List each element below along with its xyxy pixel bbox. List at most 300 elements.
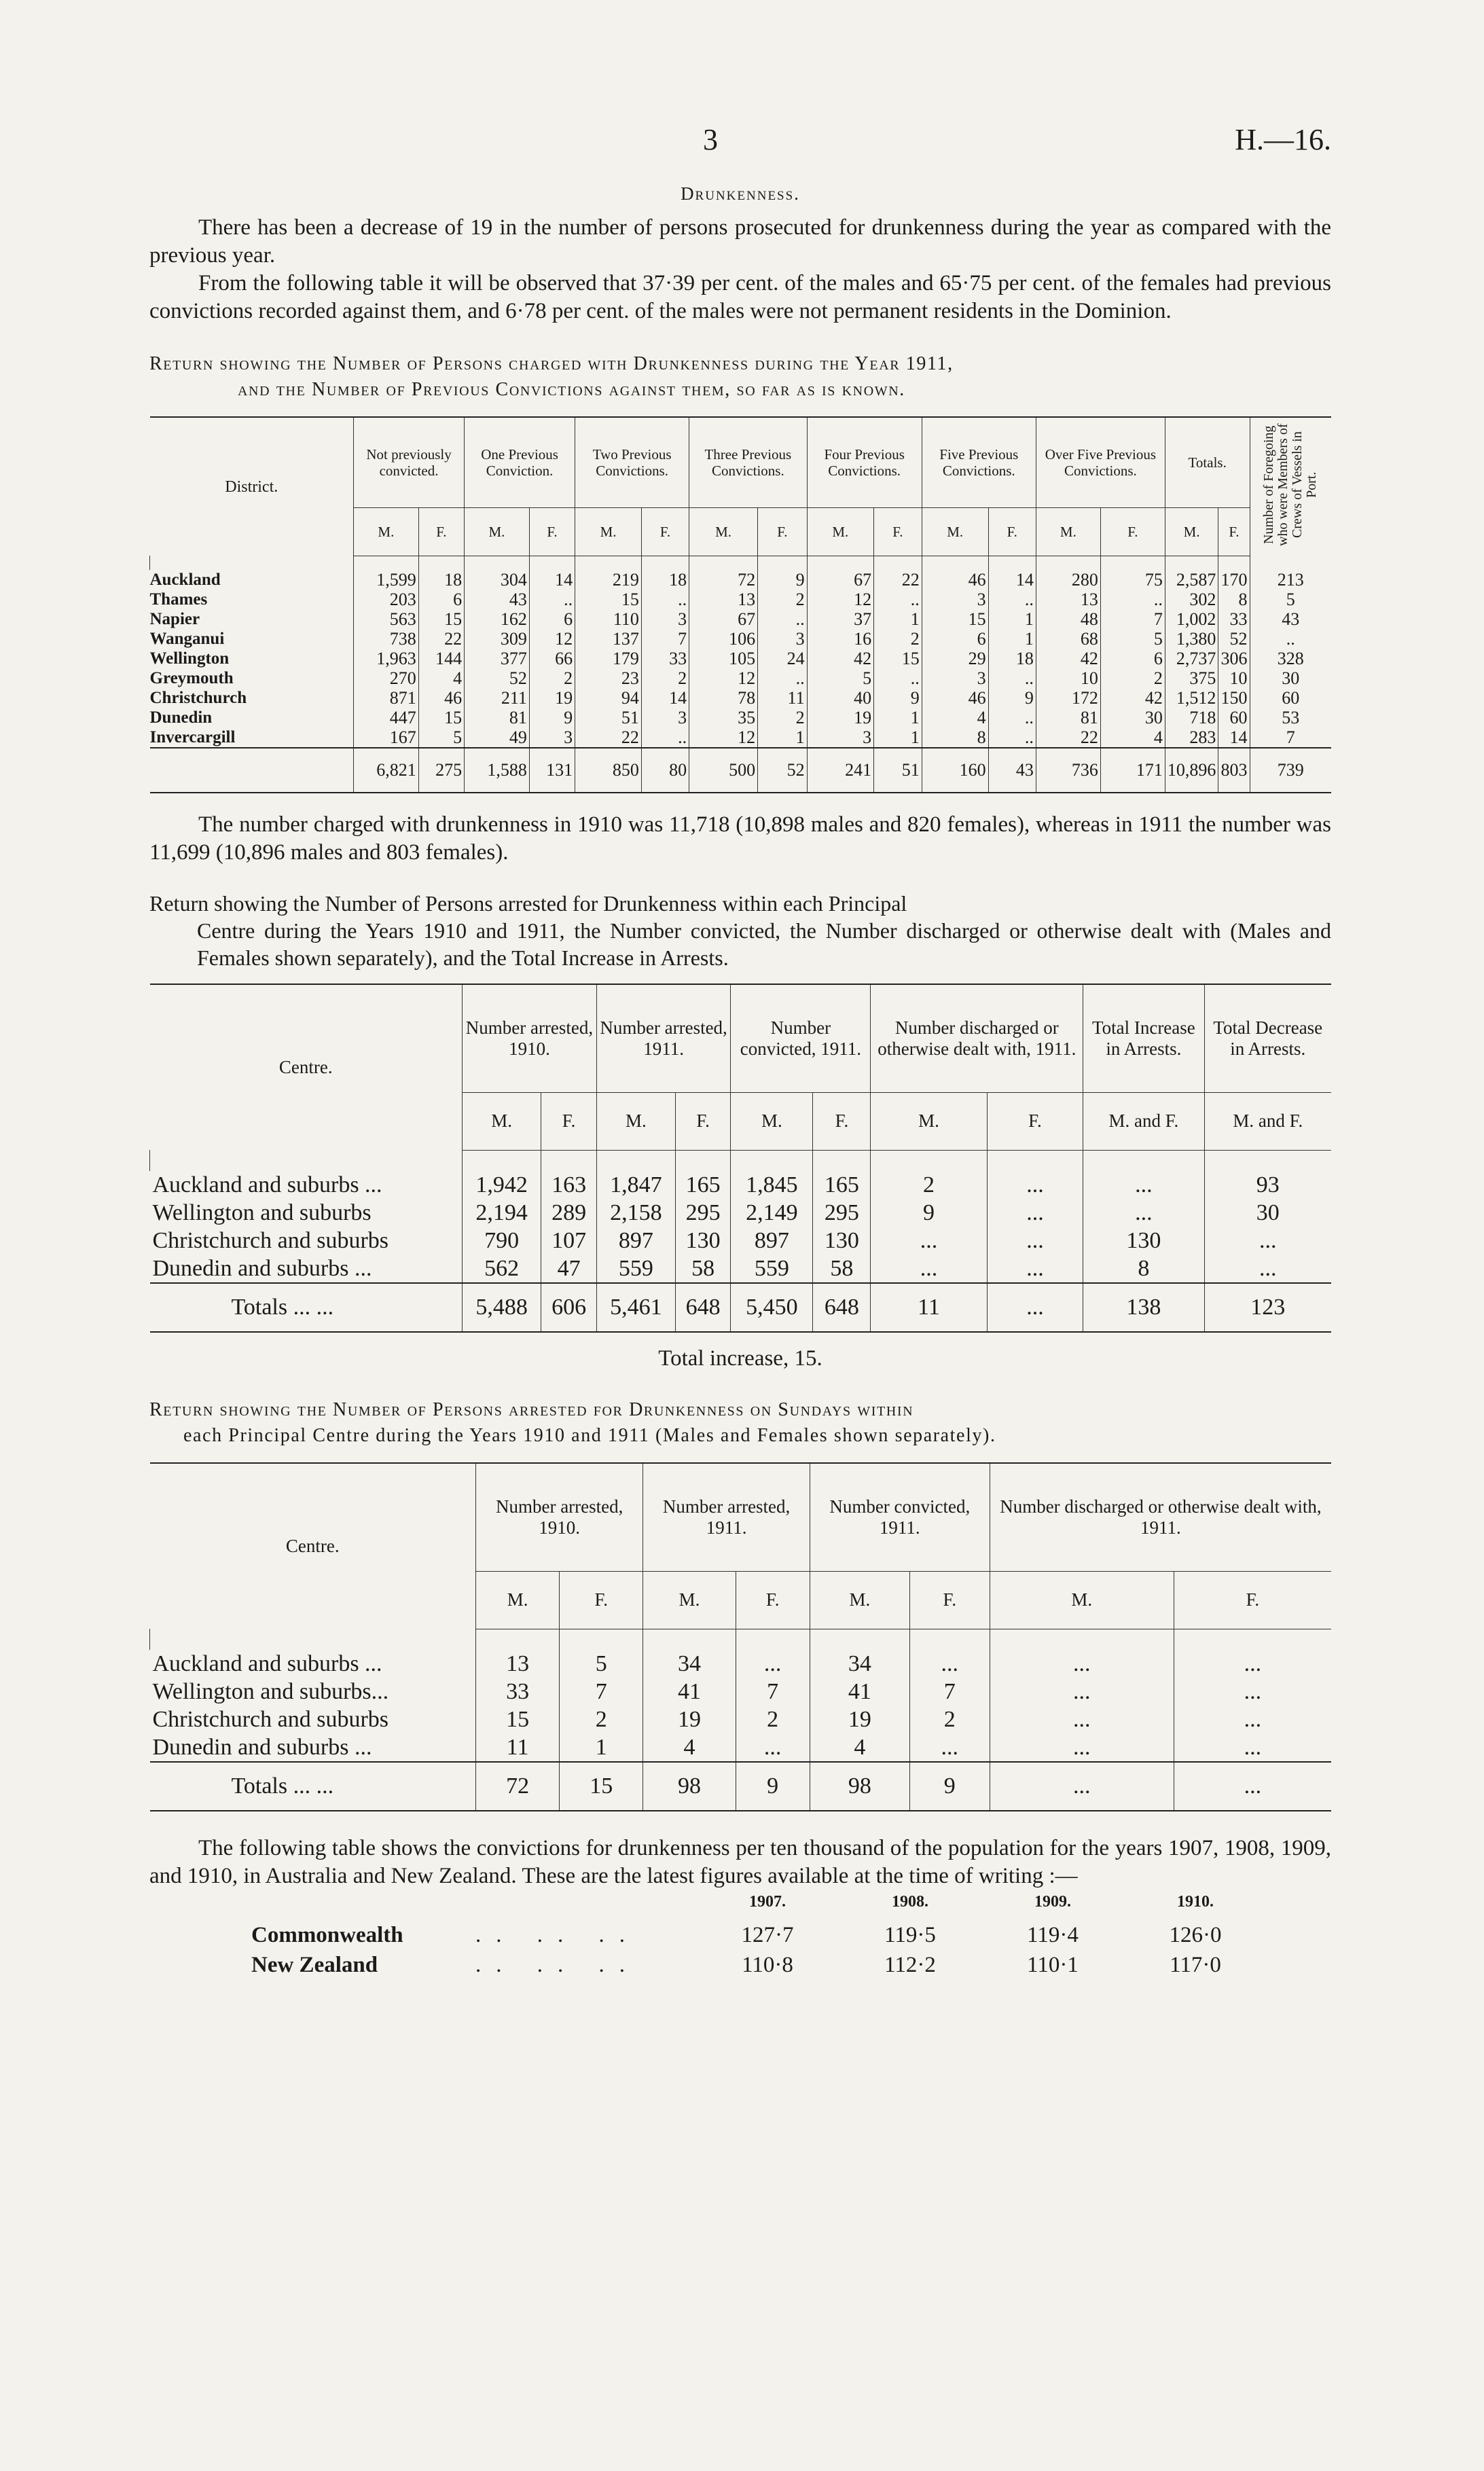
table-cell: ... xyxy=(987,1227,1083,1255)
table-cell: 66 xyxy=(529,649,575,668)
table-cell: 47 xyxy=(541,1255,597,1283)
table-cell: 33 xyxy=(476,1678,560,1706)
table-cell: 2 xyxy=(1100,668,1165,688)
page-header xyxy=(149,122,1331,170)
year-label: 1908. xyxy=(892,1892,928,1911)
rate-value: 112·2 xyxy=(884,1952,936,1977)
male-column-header: M. xyxy=(689,507,758,556)
spacer-cell xyxy=(810,1629,909,1650)
table-cell: 280 xyxy=(1036,570,1100,590)
document-page xyxy=(149,122,1331,1983)
table-cell: 1 xyxy=(988,609,1036,629)
table-cell: 144 xyxy=(418,649,464,668)
total-cell: 275 xyxy=(418,748,464,793)
table-cell: .. xyxy=(1250,629,1331,649)
table-cell: ... xyxy=(987,1171,1083,1199)
table-cell: 40 xyxy=(807,688,874,708)
female-column-header: F. xyxy=(641,507,689,556)
table-cell: ... xyxy=(736,1650,810,1678)
table-row xyxy=(150,570,1332,590)
table2-caption-rest: Centre during the Years 1910 and 1911, the Number convicted, the Number discharged or otherwise dealt with (Males and Females shown separately), and the Total Increase in Arrests. xyxy=(197,918,1331,970)
table-cell: 34 xyxy=(643,1650,736,1678)
table-cell: 14 xyxy=(1218,727,1250,748)
table-cell: 6 xyxy=(922,629,988,649)
total-cell: 98 xyxy=(810,1762,909,1811)
table-cell: .. xyxy=(988,590,1036,609)
totals-label: Totals ... ... xyxy=(150,1762,476,1811)
table-row xyxy=(150,1227,1332,1255)
table3-caption-line1: Return showing the Number of Persons arrested for Drunkenness on Sundays within xyxy=(149,1399,914,1420)
table-cell: 1 xyxy=(560,1733,643,1762)
total-cell: 648 xyxy=(813,1283,871,1332)
group-header: Number arrested, 1911. xyxy=(643,1463,810,1572)
table-cell: ... xyxy=(1204,1227,1331,1255)
male-column-header: M. xyxy=(807,507,874,556)
female-column-header: F. xyxy=(529,507,575,556)
total-cell: 51 xyxy=(874,748,922,793)
total-cell: 5,450 xyxy=(731,1283,813,1332)
table-cell: 30 xyxy=(1100,708,1165,727)
female-column-header: F. xyxy=(758,507,807,556)
table-cell: 165 xyxy=(813,1171,871,1199)
rate-value: 119·4 xyxy=(1027,1922,1079,1947)
table-cell: 43 xyxy=(465,590,530,609)
table-cell: 107 xyxy=(541,1227,597,1255)
table-cell: 219 xyxy=(575,570,642,590)
table-cell: 4 xyxy=(922,708,988,727)
table-cell: 46 xyxy=(922,570,988,590)
table-cell: ... xyxy=(1174,1733,1331,1762)
table-cell: 5 xyxy=(418,727,464,748)
table-cell: 167 xyxy=(354,727,419,748)
female-column-header: F. xyxy=(1218,507,1250,556)
spacer-cell xyxy=(476,1629,560,1650)
table-row xyxy=(150,1650,1332,1678)
table-cell: 6 xyxy=(529,609,575,629)
spacer-cell xyxy=(1250,556,1331,570)
table-cell: 46 xyxy=(922,688,988,708)
spacer-cell xyxy=(909,1629,990,1650)
table-cell: 1 xyxy=(874,609,922,629)
table-cell: ... xyxy=(1204,1255,1331,1283)
table1-caption-line1: Return showing the Number of Persons charged with Drunkenness during the Year 1911, xyxy=(149,353,954,374)
table-cell: 42 xyxy=(1100,688,1165,708)
table-cell: 9 xyxy=(988,688,1036,708)
table3-caption-line2: each Principal Centre during the Years 1910 and 1911 (Males and Females shown separately). xyxy=(183,1424,996,1446)
table-cell: 162 xyxy=(465,609,530,629)
table-cell: 2 xyxy=(641,668,689,688)
table-cell: 81 xyxy=(465,708,530,727)
table-cell: 3 xyxy=(758,629,807,649)
spacer-cell xyxy=(1218,556,1250,570)
table-cell: 33 xyxy=(1218,609,1250,629)
table-cell: 9 xyxy=(874,688,922,708)
table-cell: 15 xyxy=(418,708,464,727)
page-number: 3 xyxy=(703,123,718,156)
leader-dots: .. .. .. xyxy=(475,1952,640,1977)
centre-name: Dunedin and suburbs ... xyxy=(152,1255,372,1281)
table-cell: 15 xyxy=(418,609,464,629)
spacer-cell xyxy=(150,1150,463,1171)
table-row xyxy=(150,629,1332,649)
table2-caption-first: Return showing the Number of Persons arrested for Drunkenness within each Principal xyxy=(149,890,907,916)
spacer-cell xyxy=(874,556,922,570)
table-cell: 22 xyxy=(874,570,922,590)
totals-label: Totals ... ... xyxy=(150,1283,463,1332)
table-cell: 12 xyxy=(807,590,874,609)
spacer-cell xyxy=(529,556,575,570)
spacer-row xyxy=(150,1629,1332,1650)
year-label: 1907. xyxy=(749,1892,786,1911)
spacer-cell xyxy=(575,556,642,570)
male-column-header: M. xyxy=(596,1092,675,1150)
table-cell: 2,149 xyxy=(731,1199,813,1227)
male-column-header: M. xyxy=(1036,507,1100,556)
table-cell: ... xyxy=(990,1650,1174,1678)
total-cell: 606 xyxy=(541,1283,597,1332)
intro-paragraph-1: There has been a decrease of 19 in the number of persons prosecuted for drunkenness during the year as compared with the previous year. xyxy=(149,215,1331,268)
table-cell: 19 xyxy=(807,708,874,727)
rates-table xyxy=(149,1893,1331,1983)
total-cell: 1,588 xyxy=(465,748,530,793)
spacer-cell xyxy=(736,1629,810,1650)
district-name: Wanganui xyxy=(149,629,225,648)
table-row xyxy=(150,590,1332,609)
group-header: Number arrested, 1911. xyxy=(596,984,730,1093)
table-cell: 6 xyxy=(1100,649,1165,668)
table-cell: .. xyxy=(988,708,1036,727)
female-column-header: F. xyxy=(874,507,922,556)
male-column-header: M. xyxy=(1165,507,1218,556)
total-cell: 72 xyxy=(476,1762,560,1811)
spacer-row xyxy=(150,1150,1332,1171)
total-cell: 98 xyxy=(643,1762,736,1811)
table-row xyxy=(150,668,1332,688)
table-cell: 559 xyxy=(596,1255,675,1283)
male-column-header: M. xyxy=(465,507,530,556)
total-increase-note: Total increase, 15. xyxy=(658,1346,822,1371)
spacer-cell xyxy=(1036,556,1100,570)
district-name: Thames xyxy=(149,590,208,609)
spacer-cell xyxy=(354,556,419,570)
table-cell: 53 xyxy=(1250,708,1331,727)
district-name: Auckland xyxy=(149,570,221,589)
table-cell: 4 xyxy=(418,668,464,688)
table-cell: 16 xyxy=(807,629,874,649)
table-cell: 283 xyxy=(1165,727,1218,748)
spacer-cell xyxy=(987,1150,1083,1171)
table-cell: 563 xyxy=(354,609,419,629)
total-cell: 241 xyxy=(807,748,874,793)
table-cell: 2,194 xyxy=(463,1199,541,1227)
table-cell: ... xyxy=(1083,1199,1204,1227)
table-cell: 94 xyxy=(575,688,642,708)
table-cell: 24 xyxy=(758,649,807,668)
table-cell: 5 xyxy=(1250,590,1331,609)
intro-paragraph-2: From the following table it will be observed that 37·39 per cent. of the males and 65·75 per cent. of the females had previous convictions recorded against them, and 6·78 per cent. of the males were not permanent residents in the Dominion. xyxy=(149,271,1331,323)
group-header: Three Previous Convictions. xyxy=(689,417,808,507)
table-cell: 559 xyxy=(731,1255,813,1283)
spacer-cell xyxy=(988,556,1036,570)
spacer-cell xyxy=(1083,1150,1204,1171)
table-cell: 2,587 xyxy=(1165,570,1218,590)
table-cell: 211 xyxy=(465,688,530,708)
spacer-cell xyxy=(465,556,530,570)
table-cell: 4 xyxy=(810,1733,909,1762)
table-cell: ... xyxy=(1174,1706,1331,1733)
table-cell: 3 xyxy=(641,609,689,629)
table-cell: 33 xyxy=(641,649,689,668)
table-cell: 15 xyxy=(874,649,922,668)
table-cell: 41 xyxy=(810,1678,909,1706)
combined-column-header: M. and F. xyxy=(1204,1092,1331,1150)
table-cell: .. xyxy=(874,590,922,609)
table-cell: 30 xyxy=(1250,668,1331,688)
table-cell: 51 xyxy=(575,708,642,727)
table-cell: 172 xyxy=(1036,688,1100,708)
group-header: Number convicted, 1911. xyxy=(810,1463,990,1572)
total-cell: 11 xyxy=(871,1283,987,1332)
total-cell: 648 xyxy=(675,1283,730,1332)
total-cell: 5,461 xyxy=(596,1283,675,1332)
group-header: Total Decrease in Arrests. xyxy=(1204,984,1331,1093)
table-row xyxy=(150,1171,1332,1199)
centre-header: Centre. xyxy=(278,1056,333,1077)
total-cell: 138 xyxy=(1083,1283,1204,1332)
table-cell: 2,737 xyxy=(1165,649,1218,668)
table-cell: 19 xyxy=(529,688,575,708)
group-header: Not previously convicted. xyxy=(354,417,465,507)
table-cell: 150 xyxy=(1218,688,1250,708)
table-cell: 12 xyxy=(529,629,575,649)
table-cell: 871 xyxy=(354,688,419,708)
table-cell: 130 xyxy=(813,1227,871,1255)
table-cell: ... xyxy=(1174,1650,1331,1678)
table-cell: 18 xyxy=(988,649,1036,668)
table-cell: .. xyxy=(874,668,922,688)
group-header: Totals. xyxy=(1165,417,1250,507)
table-cell: 270 xyxy=(354,668,419,688)
table-cell: 12 xyxy=(689,727,758,748)
table-cell: 3 xyxy=(807,727,874,748)
group-header: Number convicted, 1911. xyxy=(731,984,871,1093)
table-cell: 130 xyxy=(1083,1227,1204,1255)
totals-row xyxy=(150,1762,1332,1811)
sunday-arrests-table xyxy=(149,1462,1331,1811)
table-cell: 738 xyxy=(354,629,419,649)
table-cell: 13 xyxy=(476,1650,560,1678)
male-column-header: M. xyxy=(354,507,419,556)
table-cell: ... xyxy=(736,1733,810,1762)
rates-row xyxy=(149,1953,1331,1983)
table-cell: 170 xyxy=(1218,570,1250,590)
table-cell: 1 xyxy=(758,727,807,748)
table-cell: 14 xyxy=(529,570,575,590)
table-cell: 1,512 xyxy=(1165,688,1218,708)
table-cell: 295 xyxy=(813,1199,871,1227)
spacer-cell xyxy=(150,556,354,570)
table-cell: 897 xyxy=(731,1227,813,1255)
table-cell: 3 xyxy=(529,727,575,748)
total-cell: 10,896 xyxy=(1165,748,1218,793)
table-cell: 14 xyxy=(988,570,1036,590)
table-cell: 2 xyxy=(871,1171,987,1199)
table-cell: 11 xyxy=(476,1733,560,1762)
table-row xyxy=(150,609,1332,629)
table-cell: 13 xyxy=(689,590,758,609)
table-cell: 8 xyxy=(1083,1255,1204,1283)
table-cell: 328 xyxy=(1250,649,1331,668)
total-cell: 9 xyxy=(909,1762,990,1811)
total-cell: ... xyxy=(990,1762,1174,1811)
leader-dots: .. .. .. xyxy=(475,1922,640,1947)
section-title: Drunkenness. xyxy=(681,183,800,204)
table-cell: 1 xyxy=(874,708,922,727)
rates-row xyxy=(149,1923,1331,1953)
table-cell: 7 xyxy=(641,629,689,649)
table-cell: 3 xyxy=(922,668,988,688)
group-header: Total Increase in Arrests. xyxy=(1083,984,1204,1093)
table-cell: ... xyxy=(990,1678,1174,1706)
table-cell: 306 xyxy=(1218,649,1250,668)
centre-name: Dunedin and suburbs ... xyxy=(152,1734,372,1760)
spacer-cell xyxy=(1100,556,1165,570)
total-cell: 15 xyxy=(560,1762,643,1811)
table-row xyxy=(150,1199,1332,1227)
table-cell: 8 xyxy=(1218,590,1250,609)
group-header: Two Previous Convictions. xyxy=(575,417,689,507)
male-column-header: M. xyxy=(463,1092,541,1150)
rate-value: 110·1 xyxy=(1027,1952,1079,1977)
table-cell: 5 xyxy=(1100,629,1165,649)
table-cell: 78 xyxy=(689,688,758,708)
table-cell: 377 xyxy=(465,649,530,668)
female-column-header: F. xyxy=(813,1092,871,1150)
total-cell: 171 xyxy=(1100,748,1165,793)
table-cell: 1 xyxy=(988,629,1036,649)
table-row xyxy=(150,1678,1332,1706)
table1-caption-line2: and the Number of Previous Convictions against them, so far as is known. xyxy=(238,379,905,400)
spacer-cell xyxy=(871,1150,987,1171)
district-name: Invercargill xyxy=(149,727,236,746)
female-column-header: F. xyxy=(1100,507,1165,556)
table-cell: 23 xyxy=(575,668,642,688)
female-column-header: F. xyxy=(418,507,464,556)
table-cell: 1,942 xyxy=(463,1171,541,1199)
table-cell: 203 xyxy=(354,590,419,609)
table-cell: 58 xyxy=(675,1255,730,1283)
table-cell: 106 xyxy=(689,629,758,649)
total-cell: 803 xyxy=(1218,748,1250,793)
table-cell: 2 xyxy=(560,1706,643,1733)
total-cell: 52 xyxy=(758,748,807,793)
table-cell: 6 xyxy=(418,590,464,609)
table-cell: 165 xyxy=(675,1171,730,1199)
table-cell: 37 xyxy=(807,609,874,629)
spacer-cell xyxy=(1165,556,1218,570)
district-name: Greymouth xyxy=(149,668,234,687)
table-cell: 49 xyxy=(465,727,530,748)
male-column-header: M. xyxy=(476,1571,560,1629)
spacer-cell xyxy=(643,1629,736,1650)
total-cell: 5,488 xyxy=(463,1283,541,1332)
total-cell: 43 xyxy=(988,748,1036,793)
spacer-cell xyxy=(675,1150,730,1171)
table-cell: 7 xyxy=(560,1678,643,1706)
total-cell: ... xyxy=(1174,1762,1331,1811)
table-row xyxy=(150,1255,1332,1283)
table-cell: 12 xyxy=(689,668,758,688)
table-cell: 67 xyxy=(689,609,758,629)
table-cell: ... xyxy=(871,1255,987,1283)
table-cell: ... xyxy=(871,1227,987,1255)
table-cell: 1,963 xyxy=(354,649,419,668)
table3-caption xyxy=(149,1397,1331,1449)
table-cell: 2 xyxy=(909,1706,990,1733)
table-cell: 2 xyxy=(758,708,807,727)
table-cell: 1 xyxy=(874,727,922,748)
male-column-header: M. xyxy=(731,1092,813,1150)
rate-value: 127·7 xyxy=(741,1922,794,1947)
table-cell: 2 xyxy=(529,668,575,688)
spacer-cell xyxy=(922,556,988,570)
table-cell: 43 xyxy=(1250,609,1331,629)
table-cell: 295 xyxy=(675,1199,730,1227)
table-cell: 375 xyxy=(1165,668,1218,688)
male-column-header: M. xyxy=(643,1571,736,1629)
table-cell: 2 xyxy=(874,629,922,649)
table-cell: 137 xyxy=(575,629,642,649)
totals-label-cell xyxy=(150,748,354,793)
table-cell: 304 xyxy=(465,570,530,590)
table-cell: 13 xyxy=(1036,590,1100,609)
table-row xyxy=(150,708,1332,727)
spacer-cell xyxy=(560,1629,643,1650)
table-cell: 447 xyxy=(354,708,419,727)
table-cell: .. xyxy=(758,668,807,688)
table-cell: 18 xyxy=(418,570,464,590)
table-cell: .. xyxy=(1100,590,1165,609)
table-cell: 15 xyxy=(922,609,988,629)
district-header: District. xyxy=(225,477,278,496)
table-cell: 52 xyxy=(465,668,530,688)
total-cell: 80 xyxy=(641,748,689,793)
table-cell: 81 xyxy=(1036,708,1100,727)
table-cell: 42 xyxy=(807,649,874,668)
table-cell: 10 xyxy=(1218,668,1250,688)
spacer-cell xyxy=(596,1150,675,1171)
female-column-header: F. xyxy=(560,1571,643,1629)
rates-row-label: Commonwealth xyxy=(251,1922,403,1947)
group-header: Number arrested, 1910. xyxy=(476,1463,643,1572)
table-cell: 46 xyxy=(418,688,464,708)
male-column-header: M. xyxy=(810,1571,909,1629)
centre-name: Wellington and suburbs... xyxy=(152,1678,389,1704)
total-cell: 9 xyxy=(736,1762,810,1811)
rate-value: 119·5 xyxy=(884,1922,936,1947)
table1-caption xyxy=(149,351,1331,403)
group-header: Over Five Previous Convictions. xyxy=(1036,417,1165,507)
table-cell: 52 xyxy=(1218,629,1250,649)
male-column-header: M. xyxy=(922,507,988,556)
table-cell: 30 xyxy=(1204,1199,1331,1227)
table-cell: 2 xyxy=(758,590,807,609)
spacer-cell xyxy=(731,1150,813,1171)
table-cell: 9 xyxy=(871,1199,987,1227)
table-cell: 130 xyxy=(675,1227,730,1255)
table-cell: .. xyxy=(988,727,1036,748)
table-cell: ... xyxy=(1083,1171,1204,1199)
